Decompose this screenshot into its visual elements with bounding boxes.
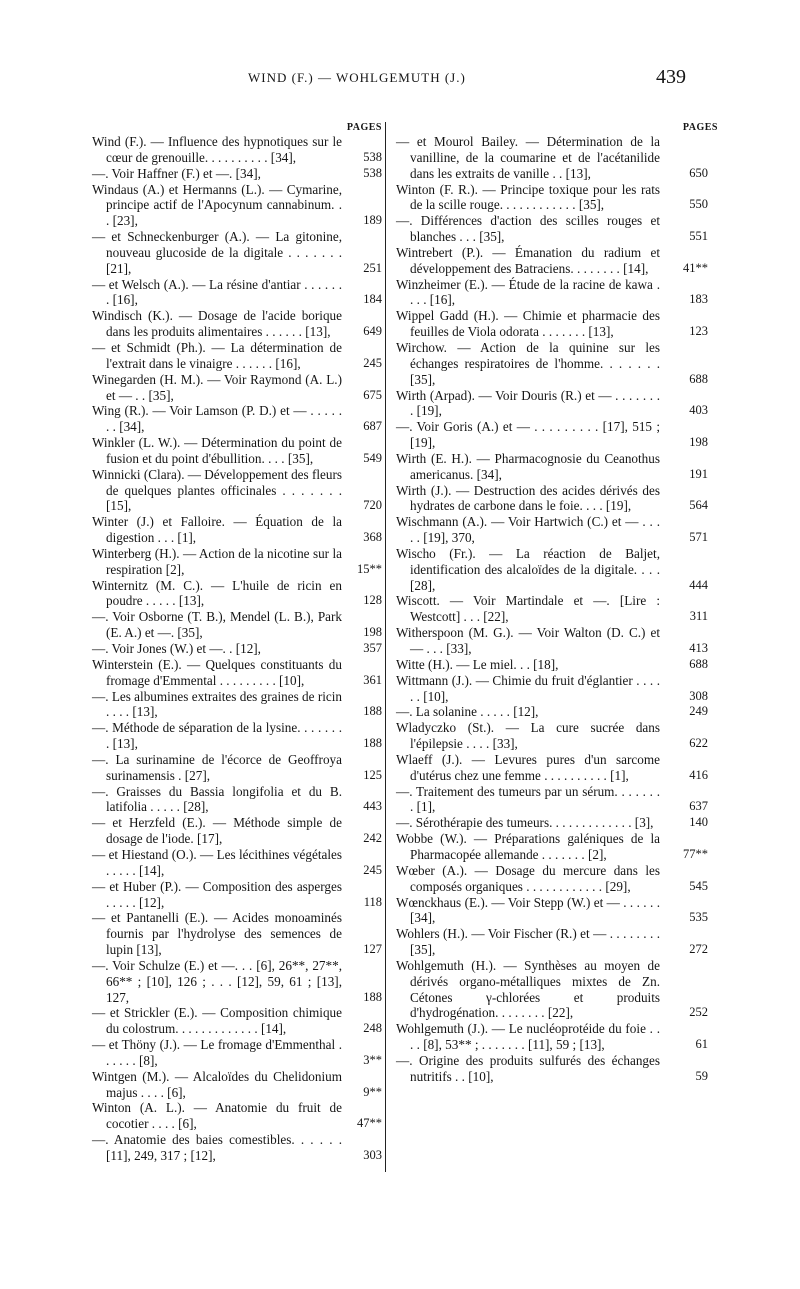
entry-text: — et Herzfeld (E.). — Méthode simple de dosage de l'iode. [17], bbox=[92, 815, 342, 847]
index-entry bbox=[396, 545, 708, 594]
entry-text: Wiscott. — Voir Martindale et —. [Lire : Westcott] . . . [22], bbox=[396, 593, 660, 625]
entry-text: Wlaeff (J.). — Levures pures d'un sarcome d'utérus chez une femme . . . . . . . . . . [1], bbox=[396, 751, 660, 783]
index-entry bbox=[92, 277, 382, 309]
entry-page-number: 551 bbox=[689, 229, 708, 244]
entry-text: Wirth (E. H.). — Pharmacognosie du Ceanothus americanus. [34], bbox=[396, 450, 660, 482]
entry-text: Wirchow. — Action de la quinine sur les échanges respiratoires de l'homme. . . . . . . [35], bbox=[396, 339, 660, 387]
entry-page-number: 538 bbox=[363, 165, 382, 180]
entry-text: — et Hiestand (O.). — Les lécithines végétales . . . . . [14], bbox=[92, 846, 342, 878]
entry-page-number: 245 bbox=[363, 862, 382, 877]
right-column bbox=[396, 122, 718, 1182]
entry-text: Wittmann (J.). — Chimie du fruit d'églantier . . . . . . [10], bbox=[396, 672, 660, 704]
entry-text: — et Mourol Bailey. — Détermination de la vanilline, de la coumarine et de l'acétanilide dans les extraits de vanille . . [13], bbox=[396, 134, 660, 181]
entry-page-number: 368 bbox=[363, 530, 382, 545]
pages-column-label: PAGES bbox=[346, 122, 382, 133]
entry-text: Witherspoon (M. G.). — Voir Walton (D. C.) et — . . . [33], bbox=[396, 625, 660, 656]
entry-page-number: 538 bbox=[363, 149, 382, 164]
index-entry bbox=[396, 862, 708, 895]
index-entry bbox=[92, 784, 382, 816]
entry-page-number: 249 bbox=[689, 704, 708, 719]
index-entry bbox=[92, 166, 382, 182]
entry-text: —. Voir Jones (W.) et —. . [12], bbox=[92, 641, 261, 656]
entry-text: Windisch (K.). — Dosage de l'acide borique dans les produits alimentaires . . . . . . [13], bbox=[92, 308, 342, 340]
entry-page-number: 59 bbox=[695, 1068, 708, 1083]
entry-text: Wœnckhaus (E.). — Voir Stepp (W.) et — . . . . . . [34], bbox=[396, 894, 660, 926]
entry-page-number: 535 bbox=[689, 910, 708, 925]
entry-page-number: 688 bbox=[689, 371, 708, 386]
entry-page-number: 252 bbox=[689, 1005, 708, 1020]
index-entry bbox=[92, 609, 382, 641]
entry-page-number: 637 bbox=[689, 799, 708, 814]
index-entry bbox=[396, 387, 708, 420]
index-entry bbox=[92, 435, 382, 467]
page-header bbox=[0, 66, 800, 96]
index-entry bbox=[92, 372, 382, 404]
entry-text: Wintgen (M.). — Alcaloïdes du Chelidonium majus . . . . [6], bbox=[92, 1068, 342, 1100]
entry-page-number: 128 bbox=[363, 593, 382, 608]
entry-text: —. Voir Haffner (F.) et —. [34], bbox=[92, 165, 261, 181]
index-entry bbox=[92, 1069, 382, 1101]
entry-text: — et Huber (P.). — Composition des asperges . . . . . [12], bbox=[92, 878, 342, 910]
index-entry bbox=[396, 894, 708, 927]
entry-text: Wippel Gadd (H.). — Chimie et pharmacie des feuilles de Viola odorata . . . . . . . [13], bbox=[396, 308, 660, 340]
index-entry bbox=[92, 910, 382, 958]
index-entry bbox=[396, 1052, 708, 1085]
entry-text: Wing (R.). — Voir Lamson (P. D.) et — . . . . . . . [34], bbox=[92, 403, 342, 435]
entry-text: Wladyczko (St.). — La cure sucrée dans l'épilepsie . . . . [33], bbox=[396, 720, 660, 752]
entry-text: Wobbe (W.). — Préparations galéniques de la Pharmacopée allemande . . . . . . . [2], bbox=[396, 831, 660, 862]
index-entry bbox=[92, 1100, 382, 1132]
entry-text: — et Schmidt (Ph.). — La détermination de l'extrait dans le vinaigre . . . . . . [16], bbox=[92, 339, 342, 371]
entry-page-number: 650 bbox=[689, 165, 708, 180]
index-entry bbox=[396, 656, 708, 673]
index-entry bbox=[92, 182, 382, 230]
index-entries-right bbox=[396, 134, 708, 1085]
entry-page-number: 198 bbox=[363, 625, 382, 640]
entry-page-number: 549 bbox=[363, 450, 382, 465]
entry-page-number: 272 bbox=[689, 942, 708, 957]
entry-text: —. Différences d'action des scilles rouges et blanches . . . [35], bbox=[396, 213, 660, 245]
index-entry bbox=[92, 578, 382, 610]
entry-page-number: 361 bbox=[363, 672, 382, 687]
index-entry bbox=[92, 752, 382, 784]
entry-text: —. Voir Schulze (E.) et —. . . [6], 26**, 27**, 66** ; [10], 126 ; . . . [12], 59, 61 ; [13], 127, bbox=[92, 957, 342, 1005]
entry-page-number: 675 bbox=[363, 387, 382, 402]
entry-text: —. Voir Goris (A.) et — . . . . . . . . . [17], 515 ; [19], bbox=[396, 419, 660, 451]
entry-text: — et Pantanelli (E.). — Acides monoaminés fournis par l'hydrolyse des semences de lupin [13], bbox=[92, 910, 342, 958]
entry-text: Winton (F. R.). — Principe toxique pour les rats de la scille rouge. . . . . . . . . . . . [35], bbox=[396, 181, 660, 213]
index-entry bbox=[396, 720, 708, 752]
entry-page-number: 188 bbox=[363, 989, 382, 1004]
entry-page-number: 184 bbox=[363, 292, 382, 307]
index-entry bbox=[396, 704, 708, 720]
entry-page-number: 443 bbox=[363, 799, 382, 814]
index-entry bbox=[396, 783, 708, 816]
index-entry bbox=[396, 308, 708, 340]
entry-text: —. Voir Osborne (T. B.), Mendel (L. B.), Park (E. A.) et —. [35], bbox=[92, 609, 342, 641]
entry-page-number: 571 bbox=[689, 530, 708, 545]
entry-text: Wintrebert (P.). — Émanation du radium et développement des Batraciens. . . . . . . . [14], bbox=[396, 244, 660, 276]
entry-text: —. Graisses du Bassia longifolia et du B. latifolia . . . . . [28], bbox=[92, 783, 342, 815]
index-entry bbox=[92, 340, 382, 372]
index-entry bbox=[92, 308, 382, 340]
index-entry bbox=[92, 229, 382, 277]
entry-page-number: 189 bbox=[363, 213, 382, 228]
index-entry bbox=[396, 926, 708, 958]
entry-page-number: 311 bbox=[689, 609, 708, 624]
index-entry bbox=[396, 134, 708, 182]
index-entry bbox=[92, 879, 382, 911]
index-entry bbox=[92, 641, 382, 657]
index-entry bbox=[396, 213, 708, 245]
entry-page-number: 550 bbox=[689, 197, 708, 212]
entry-page-number: 416 bbox=[689, 767, 708, 782]
entry-page-number: 125 bbox=[363, 767, 382, 782]
running-head: WIND (F.) — WOHLGEMUTH (J.) bbox=[248, 70, 466, 85]
entry-text: Wohlers (H.). — Voir Fischer (R.) et — . . . . . . . . [35], bbox=[396, 926, 660, 958]
entry-text: Winter (J.) et Falloire. — Équation de la digestion . . . [1], bbox=[92, 514, 342, 546]
pages-column-label: PAGES bbox=[682, 122, 718, 133]
entry-text: Wirth (Arpad). — Voir Douris (R.) et — . . . . . . . . [19], bbox=[396, 387, 660, 419]
index-entry bbox=[92, 815, 382, 847]
index-entry bbox=[92, 1005, 382, 1037]
entry-page-number: 183 bbox=[689, 292, 708, 307]
entry-page-number: 248 bbox=[363, 1021, 382, 1036]
entry-text: —. Sérothérapie des tumeurs. . . . . . . . . . . . . [3], bbox=[396, 815, 654, 831]
entry-text: —. La surinamine de l'écorce de Geoffroya surinamensis . [27], bbox=[92, 751, 342, 783]
entry-page-number: 61 bbox=[695, 1037, 708, 1052]
index-entry bbox=[396, 276, 708, 309]
entry-page-number: 242 bbox=[363, 831, 382, 846]
index-entry bbox=[396, 450, 708, 483]
entry-page-number: 403 bbox=[689, 403, 708, 418]
entry-text: Wœber (A.). — Dosage du mercure dans les composés organiques . . . . . . . . . . . . [29], bbox=[396, 862, 660, 894]
entry-text: Winkler (L. W.). — Détermination du point de fusion et du point d'ébullition. . . . [35], bbox=[92, 435, 342, 466]
index-entry bbox=[396, 593, 708, 625]
entry-page-number: 3** bbox=[363, 1052, 382, 1067]
page-number: 439 bbox=[656, 66, 686, 88]
index-entry bbox=[92, 1037, 382, 1069]
index-entry bbox=[92, 546, 382, 578]
entry-page-number: 140 bbox=[689, 815, 708, 830]
index-entry bbox=[396, 339, 708, 388]
entry-page-number: 413 bbox=[689, 641, 708, 655]
entry-text: Winterstein (E.). — Quelques constituants du fromage d'Emmental . . . . . . . . . [10], bbox=[92, 656, 342, 688]
entry-page-number: 198 bbox=[689, 435, 708, 450]
entry-text: Wohlgemuth (J.). — Le nucléoprotéide du foie . . . . [8], 53** ; . . . . . . . [11], 59 ; [13], bbox=[396, 1021, 660, 1053]
entry-page-number: 41** bbox=[683, 260, 708, 275]
entry-page-number: 308 bbox=[689, 688, 708, 703]
index-entry bbox=[396, 815, 708, 831]
entry-page-number: 15** bbox=[357, 561, 382, 576]
entry-page-number: 251 bbox=[363, 260, 382, 275]
index-entry bbox=[92, 657, 382, 689]
index-entry bbox=[396, 751, 708, 784]
index-entry bbox=[92, 720, 382, 752]
entry-page-number: 188 bbox=[363, 704, 382, 719]
entry-text: Windaus (A.) et Hermanns (L.). — Cymarine, principe actif de l'Apocynum cannabinum. . . [23], bbox=[92, 181, 342, 229]
entry-page-number: 9** bbox=[363, 1084, 382, 1099]
left-column bbox=[92, 122, 382, 1182]
entry-page-number: 564 bbox=[689, 498, 708, 513]
entry-text: —. Les albumines extraites des graines de ricin . . . . [13], bbox=[92, 688, 342, 720]
index-entry bbox=[396, 1021, 708, 1053]
entry-text: Winterberg (H.). — Action de la nicotine sur la respiration [2], bbox=[92, 545, 342, 577]
entry-text: — et Strickler (E.). — Composition chimique du colostrum. . . . . . . . . . . . . [14], bbox=[92, 1005, 342, 1037]
index-entry bbox=[396, 482, 708, 515]
entry-text: Winzheimer (E.). — Étude de la racine de kawa . . . . [16], bbox=[396, 276, 660, 308]
entry-text: Wischo (Fr.). — La réaction de Baljet, identification des alcaloïdes de la digitale. . . . [28], bbox=[396, 545, 660, 593]
index-entry bbox=[92, 403, 382, 435]
index-entry bbox=[92, 689, 382, 721]
entry-page-number: 188 bbox=[363, 736, 382, 751]
index-entry bbox=[92, 514, 382, 546]
index-entry bbox=[92, 467, 382, 515]
entry-page-number: 47** bbox=[357, 1116, 382, 1131]
entry-text: —. Anatomie des baies comestibles. . . . . . [11], 249, 317 ; [12], bbox=[92, 1132, 342, 1163]
entry-page-number: 688 bbox=[689, 656, 708, 671]
entry-text: —. Origine des produits sulfurés des échanges nutritifs . . [10], bbox=[396, 1052, 660, 1084]
entry-page-number: 357 bbox=[363, 641, 382, 655]
entry-text: — et Thöny (J.). — Le fromage d'Emmenthal . . . . . . [8], bbox=[92, 1037, 342, 1068]
index-entries-left bbox=[92, 134, 382, 1164]
entry-page-number: 720 bbox=[363, 498, 382, 513]
entry-page-number: 622 bbox=[689, 736, 708, 751]
entry-text: Winegarden (H. M.). — Voir Raymond (A. L.) et — . . [35], bbox=[92, 371, 342, 403]
entry-text: Winternitz (M. C.). — L'huile de ricin en poudre . . . . . [13], bbox=[92, 577, 342, 609]
entry-text: Wind (F.). — Influence des hypnotiques sur le cœur de grenouille. . . . . . . . . . [34], bbox=[92, 134, 342, 165]
entry-text: Witte (H.). — Le miel. . . [18], bbox=[396, 656, 559, 672]
entry-page-number: 118 bbox=[363, 894, 382, 909]
entry-text: —. Traitement des tumeurs par un sérum. . . . . . . . [1], bbox=[396, 783, 660, 815]
entry-page-number: 123 bbox=[689, 324, 708, 339]
entry-page-number: 303 bbox=[363, 1148, 382, 1162]
entry-text: Winnicki (Clara). — Développement des fleurs de quelques plantes officinales . . . . . . . [15], bbox=[92, 466, 342, 514]
entry-text: Wirth (J.). — Destruction des acides dérivés des hydrates de carbone dans le foie. . . . [19], bbox=[396, 482, 660, 514]
entry-text: —. La solanine . . . . . [12], bbox=[396, 704, 539, 720]
entry-page-number: 687 bbox=[363, 419, 382, 434]
index-entry bbox=[92, 134, 382, 166]
entry-page-number: 649 bbox=[363, 324, 382, 339]
entry-page-number: 127 bbox=[363, 942, 382, 957]
index-entry bbox=[396, 831, 708, 863]
index-entry bbox=[396, 244, 708, 277]
entry-text: —. Méthode de séparation de la lysine. . . . . . . . [13], bbox=[92, 720, 342, 752]
entry-page-number: 444 bbox=[689, 577, 708, 592]
entry-page-number: 191 bbox=[689, 466, 708, 481]
index-entry bbox=[396, 625, 708, 657]
entry-text: Wohlgemuth (H.). — Synthèses au moyen de dérivés organo-métalliques mixtes de Zn. Cétones γ-chlorées et produits d'hydrogénation. . . . . . . . [22], bbox=[396, 957, 660, 1021]
index-entry bbox=[396, 419, 708, 451]
entry-text: Winton (A. L.). — Anatomie du fruit de cocotier . . . . [6], bbox=[92, 1100, 342, 1132]
index-entry bbox=[92, 958, 382, 1006]
entry-page-number: 77** bbox=[683, 846, 708, 861]
index-entry bbox=[92, 1132, 382, 1164]
index-entry bbox=[396, 957, 708, 1021]
entry-text: — et Schneckenburger (A.). — La gitonine, nouveau glucoside de la digitale . . . . . . . [21], bbox=[92, 229, 342, 276]
index-entry bbox=[396, 672, 708, 705]
entry-text: — et Welsch (A.). — La résine d'antiar . . . . . . . [16], bbox=[92, 276, 342, 308]
index-entry bbox=[396, 181, 708, 214]
index-entry bbox=[92, 847, 382, 879]
entry-page-number: 545 bbox=[689, 878, 708, 893]
entry-text: Wischmann (A.). — Voir Hartwich (C.) et — . . . . . [19], 370, bbox=[396, 514, 660, 546]
column-divider bbox=[385, 122, 386, 1172]
index-entry bbox=[396, 514, 708, 546]
entry-page-number: 245 bbox=[363, 355, 382, 370]
